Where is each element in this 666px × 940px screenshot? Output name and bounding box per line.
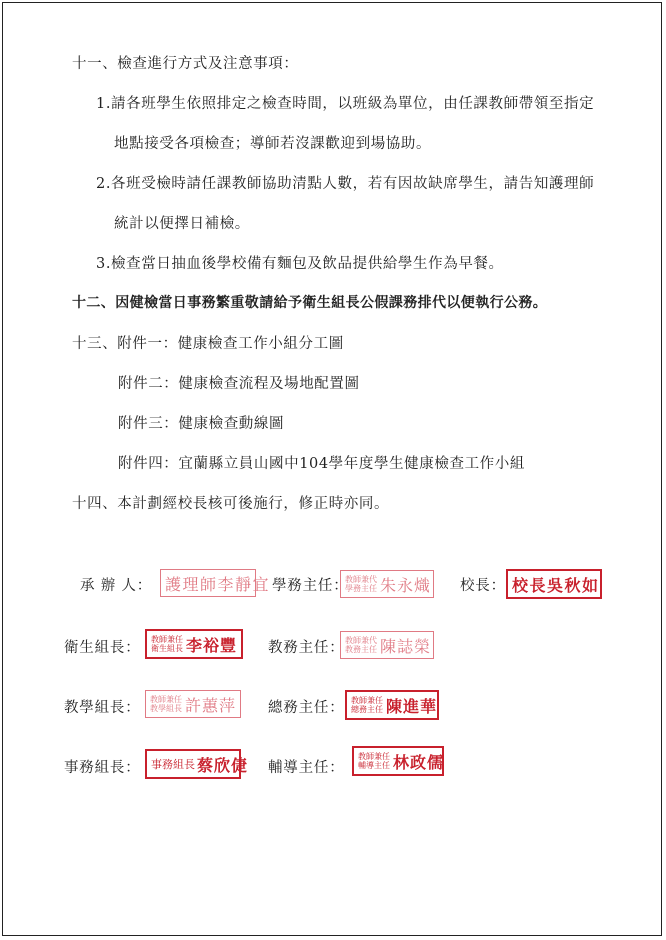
- teaching-section-stamp-title-2: 教學組長: [150, 704, 182, 713]
- teaching-section-stamp: [145, 690, 241, 718]
- counseling-stamp-title: [358, 752, 390, 770]
- affairs-section-stamp-title: 事務組長: [151, 758, 195, 771]
- affairs-section-label: 事務組長：: [64, 760, 141, 776]
- handler-stamp-text: 護理師李靜宜: [165, 574, 271, 594]
- counseling-stamp-name: 林政儒: [393, 752, 445, 772]
- counseling-stamp: [352, 746, 444, 776]
- counseling-stamp-title-1: 教師兼任: [358, 752, 390, 761]
- affairs-section-stamp: [145, 749, 249, 779]
- academic-affairs-stamp: [340, 631, 434, 659]
- section-13-attachment-4: 附件四：宜蘭縣立員山國中104學年度學生健康檢查工作小組: [118, 456, 525, 472]
- handler-stamp: [160, 569, 271, 597]
- affairs-section-stamp-name: 蔡欣倢: [197, 755, 249, 775]
- general-affairs-stamp-title: [351, 696, 383, 714]
- section-13-attachment-3: 附件三：健康檢查動線圖: [118, 416, 285, 432]
- teaching-section-stamp-name: 許蕙萍: [185, 695, 237, 715]
- general-affairs-label: 總務主任：: [268, 700, 345, 716]
- section-11-item-1-line-2: 地點接受各項檢查；導師若沒課歡迎到場協助。: [114, 136, 432, 152]
- student-affairs-stamp-title-1: 教師兼代: [345, 575, 377, 584]
- section-11-item-3: 3.檢查當日抽血後學校備有麵包及飲品提供給學生作為早餐。: [96, 256, 504, 272]
- student-affairs-stamp-title: [345, 575, 377, 593]
- student-affairs-stamp-name: 朱永熾: [380, 575, 432, 595]
- health-section-stamp-title: [151, 635, 183, 653]
- health-section-stamp-title-1: 教師兼任: [151, 635, 183, 644]
- general-affairs-stamp: [345, 690, 439, 720]
- section-12: 十二、因健檢當日事務繁重敬請給予衛生組長公假課務排代以便執行公務。: [72, 295, 548, 311]
- principal-stamp: [506, 569, 602, 599]
- health-section-stamp: [145, 629, 243, 659]
- teaching-section-stamp-title: [150, 695, 182, 713]
- section-11-item-1-line-1: 1.請各班學生依照排定之檢查時間，以班級為單位，由任課教師帶領至指定: [96, 96, 595, 112]
- academic-affairs-label: 教務主任：: [268, 640, 345, 656]
- section-13-attachment-2: 附件二：健康檢查流程及場地配置圖: [118, 376, 360, 392]
- health-section-stamp-name: 李裕豐: [186, 635, 238, 655]
- principal-stamp-text: 校長吳秋如: [512, 575, 600, 595]
- section-11-item-2-line-2: 統計以便擇日補檢。: [114, 216, 250, 232]
- student-affairs-stamp-title-2: 學務主任: [345, 584, 377, 593]
- academic-affairs-stamp-title: [345, 636, 377, 654]
- section-11-item-2-line-1: 2.各班受檢時請任課教師協助清點人數，若有因故缺席學生，請告知護理師: [96, 176, 595, 192]
- handler-label: 承 辦 人：: [80, 578, 153, 594]
- student-affairs-label: 學務主任：: [272, 578, 349, 594]
- health-section-label: 衛生組長：: [64, 640, 141, 656]
- teaching-section-label: 教學組長：: [64, 700, 141, 716]
- counseling-stamp-title-2: 輔導主任: [358, 761, 390, 770]
- academic-affairs-stamp-title-2: 教務主任: [345, 645, 377, 654]
- counseling-label: 輔導主任：: [268, 760, 345, 776]
- section-13-attachment-1: 十三、附件一：健康檢查工作小組分工圖: [72, 336, 344, 352]
- general-affairs-stamp-title-1: 教師兼任: [351, 696, 383, 705]
- teaching-section-stamp-title-1: 教師兼任: [150, 695, 182, 704]
- health-section-stamp-title-2: 衛生組長: [151, 644, 183, 653]
- section-11-heading: 十一、檢查進行方式及注意事項：: [72, 56, 299, 72]
- principal-label: 校長：: [460, 578, 506, 594]
- section-14: 十四、本計劃經校長核可後施行，修正時亦同。: [72, 496, 390, 512]
- general-affairs-stamp-title-2: 總務主任: [351, 705, 383, 714]
- academic-affairs-stamp-title-1: 教師兼代: [345, 636, 377, 645]
- student-affairs-stamp: [340, 570, 434, 598]
- academic-affairs-stamp-name: 陳誌榮: [380, 636, 432, 656]
- general-affairs-stamp-name: 陳進華: [386, 696, 438, 716]
